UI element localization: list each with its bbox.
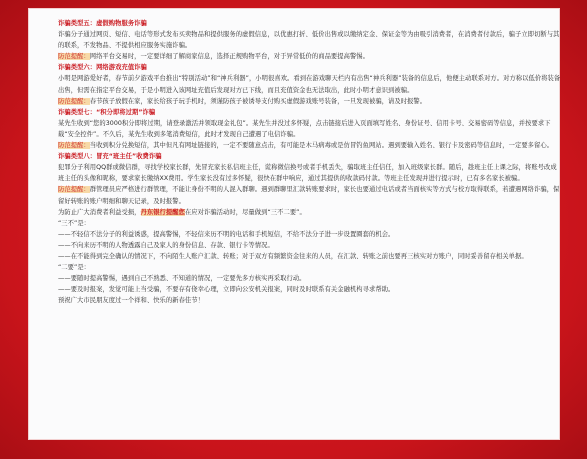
three-no-item: ——不轻信不法分子的利益诱惑，提高警惕，不轻信来历不明的电话和手机短信，不给不法分子进一步设置圈套的机会。 bbox=[58, 230, 395, 238]
tip-label: 防范提醒： bbox=[58, 186, 90, 194]
section-tip: 防范提醒：网络平台交易时，一定要详细了解商家信息，选择正规购物平台，对于异常低价的商品要提高警惕。 bbox=[58, 53, 369, 61]
two-yes-title: “二要”是： bbox=[58, 264, 91, 272]
section-heading: 诈骗类型五：虚假购物服务诈骗 bbox=[58, 20, 147, 27]
section-body: 犯罪分子利用QQ群或微信群，寻找学校家长群，先冒充家长私信班主任，谎称微信换号或者手机丢失，骗取班主任信任，加入班级家长群。随后，趁班主任上课之际，将账号改成班主任的头像和昵称，要求家长缴纳XX费用。学生家长没有过多怀疑，很快在群中响应，通过其提供的收款码付款。等班主任发现并进行提示时，已有多名家长被骗。 bbox=[58, 164, 557, 183]
tip-label: 防范提醒： bbox=[58, 97, 90, 105]
two-yes-item: ——要及时报案，发觉可能上当受骗，不要存有侥幸心理，立即向公安机关报案，同时及时联系有关金融机构寻求帮助。 bbox=[58, 286, 395, 294]
section-body: 小明是网游爱好者，春节前夕游戏平台推出“特别活动”和“神兵利器”，小明很喜欢。看到在游戏聊天栏内有出售“神兵利器”装备的信息后，他便主动联系对方。对方称以低价将装备出售，但需在指定平台交易，于是小明进入该网址充值后发现对方已下线，而且充值资金也无法取出，此时小明才意识到被骗。 bbox=[58, 75, 561, 94]
notice-content bbox=[58, 18, 562, 306]
notice-panel bbox=[28, 8, 560, 440]
tip-label: 防范提醒： bbox=[58, 53, 90, 61]
section-tip: 防范提醒：群管理员应严格进行群管理，不能让身份不明的人混入群聊。遇到群聊里汇款转账要求时，家长也要通过电话或者当面核实等方式与校方取得联系，若遭遇网络诈骗，保留好转账的账户明细和聊天记录，及时报警。 bbox=[58, 186, 560, 205]
three-no-title: “三不”是： bbox=[58, 219, 91, 227]
closing-line: 为防止广大消费者利益受损，丹东银行提醒您在应对诈骗活动时，尽量做到“三不二要”。 bbox=[58, 208, 306, 216]
section-body: 某先生收到“您的3000积分即将过期，请登录激活并领取现金礼包”。某先生并没过多怀疑，点击链接后进入页面填写姓名、身份证号、信用卡号、交易密码等信息，并按要求下载“安全控件”。不久后，某先生收到多笔消费短信，此时才发现自己遭遇了电信诈骗。 bbox=[58, 119, 551, 138]
section-heading: 诈骗类型七：“积分即将过期”诈骗 bbox=[58, 108, 156, 116]
bank-reminder: 丹东银行提醒您 bbox=[140, 208, 185, 216]
section-heading: 诈骗类型六：网络游戏充值诈骗 bbox=[58, 64, 147, 72]
tip-label: 防范提醒： bbox=[58, 142, 90, 150]
two-yes-item: ——要随时提高警惕，遇到自己不熟悉、不知道的情况，一定要先多方核实再采取行动。 bbox=[58, 275, 306, 283]
section-body: 诈骗分子通过网页、短信、电话等形式发布买卖物品和提供服务的虚假信息，以优惠打折、低价出售或以缴纳定金、保证金等为由吸引消费者，在消费者付款后，骗子立即切断与其的联系，不发物品、不提供相应服务实施诈骗。 bbox=[58, 31, 560, 50]
new-year-wish: 预祝广大市民朋友度过一个祥和、快乐的新春佳节！ bbox=[58, 297, 204, 305]
section-tip: 防范提醒：当收到积分兑换短信，其中但凡有网址链接的，一定不要随意点击，有可能是木马病毒或是仿冒钓鱼网站。遇到要输入姓名、银行卡及密码等信息时，一定要多留心。 bbox=[58, 142, 554, 150]
three-no-item: ——不向来历不明的人物透露自己及家人的身份信息、存款、银行卡等情况。 bbox=[58, 241, 274, 249]
section-tip: 防范提醒：春节孩子放假在家，家长给孩子玩手机时，须谨防孩子被诱导支付购买虚假游戏账号装备，一旦发现被骗，请及时报警。 bbox=[58, 97, 427, 105]
section-heading: 诈骗类型八：冒充“班主任”收费诈骗 bbox=[58, 153, 162, 161]
three-no-item: ——在不能得到完全确认的情况下，不向陌生人账户汇款、转账；对于双方有频繁资金往来的人员，在汇款、转账之前也要再三核实对方账户，同时妥善留存相关单据。 bbox=[58, 252, 528, 260]
